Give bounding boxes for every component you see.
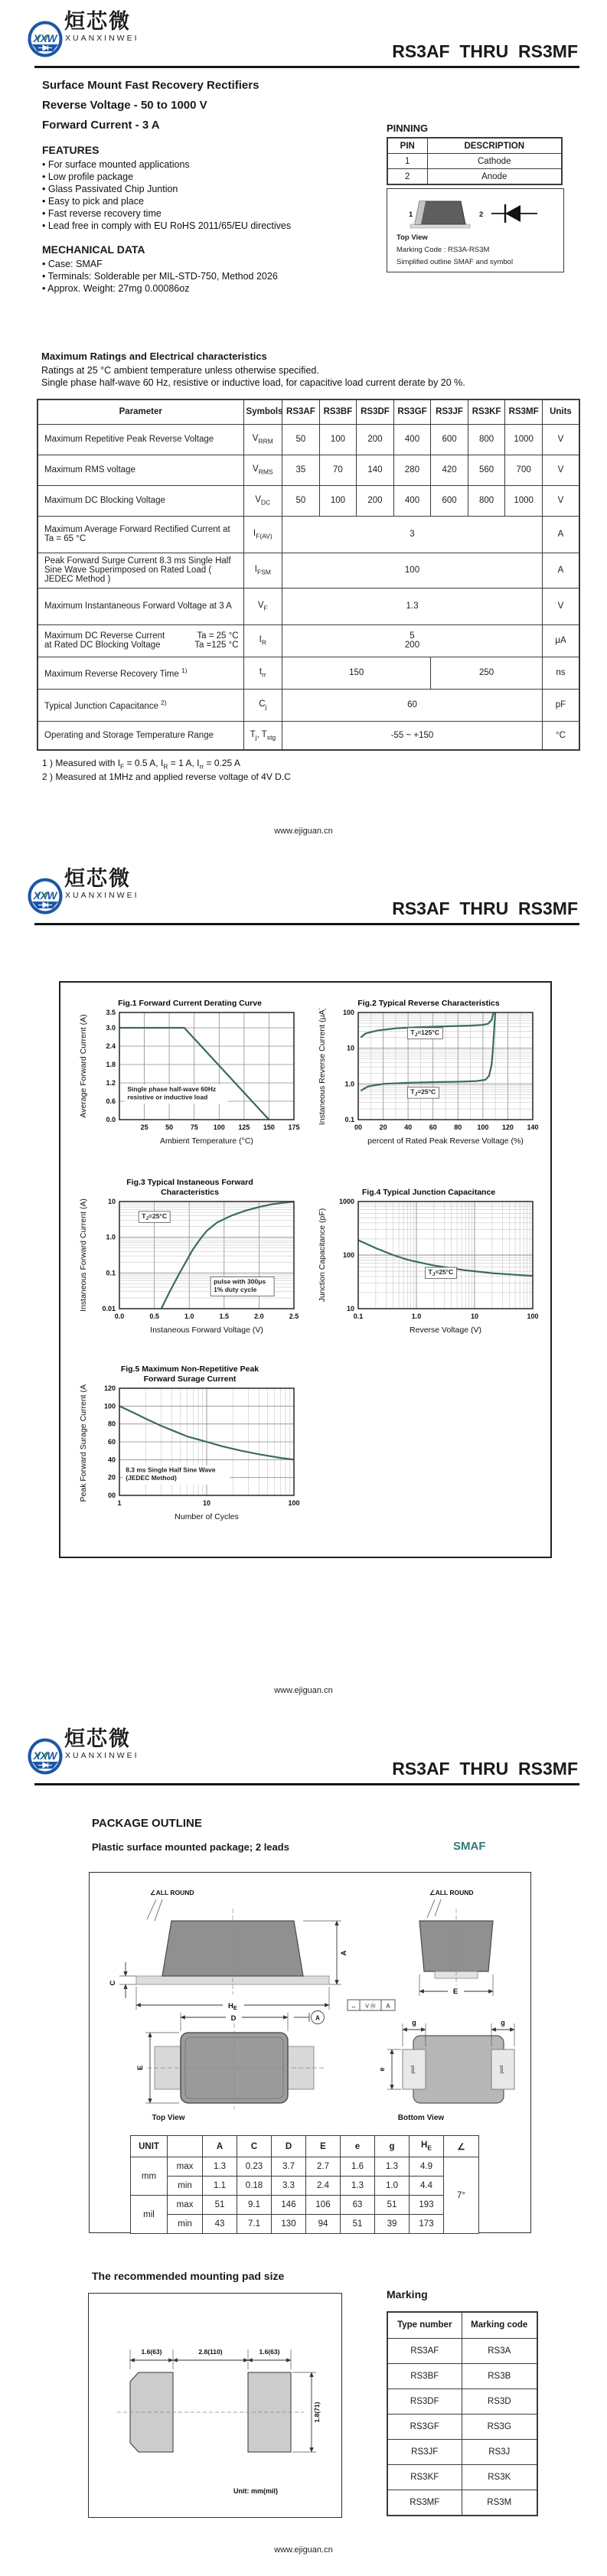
brand-cn: 烜芯微 — [64, 1727, 131, 1750]
xuanxinwei-logo — [28, 1737, 63, 1779]
logo-abbr-text: XXW — [33, 890, 57, 902]
svg-text:10: 10 — [202, 1499, 211, 1507]
diode-symbol-icon — [491, 204, 537, 223]
brand-en: XUANXINWEI — [65, 1751, 139, 1760]
dimensions-table — [130, 2135, 479, 2234]
svg-text:resistive or inductive load: resistive or inductive load — [127, 1093, 208, 1101]
dim-c-label: C — [109, 1980, 117, 1986]
feature-item: • Fast reverse recovery time — [42, 208, 162, 219]
logo-abbr-text: XXW — [33, 33, 57, 44]
svg-text:Instaneous Reverse Current (μA: Instaneous Reverse Current (μA) — [318, 1009, 327, 1126]
feature-item: • Lead free in comply with EU RoHS 2011/65/EU directives — [42, 220, 292, 231]
table-header-row: Type number Marking code — [387, 2312, 537, 2338]
svg-text:0.0: 0.0 — [106, 1116, 116, 1123]
dim-a-label: A — [340, 1950, 348, 1956]
marking-title: Marking — [387, 2288, 428, 2300]
part-number-title: RS3AF THRU RS3MF — [392, 898, 578, 918]
svg-text:75: 75 — [190, 1123, 198, 1131]
svg-text:Junction Capacitance (pF): Junction Capacitance (pF) — [318, 1208, 327, 1303]
card-outline-note: Simplified outline SMAF and symbol — [397, 258, 514, 266]
table-row — [387, 154, 562, 169]
svg-text:140: 140 — [527, 1123, 539, 1131]
marking-table — [387, 2311, 538, 2516]
table-row — [387, 169, 562, 185]
svg-text:1.0: 1.0 — [411, 1312, 422, 1320]
svg-text:100: 100 — [527, 1312, 539, 1320]
package-outline-drawing — [89, 1872, 530, 2109]
svg-text:10: 10 — [107, 1198, 116, 1205]
footnote-1: 1 ) Measured with $I_F = 0.5$ A, $I_R = 1$ A, $I_{rr} = 0.25$ A — [42, 758, 240, 771]
table-row: RS3AF RS3A — [387, 2338, 537, 2363]
part-number-title: RS3AF THRU RS3MF — [392, 1759, 578, 1779]
package-outline-card — [387, 188, 564, 272]
features-list — [42, 158, 379, 232]
svg-text:1.0: 1.0 — [184, 1312, 194, 1320]
ratings-note1: Ratings at 25 °C ambient temperature unless otherwise specified. — [41, 365, 319, 376]
xuanxinwei-logo — [28, 877, 63, 918]
pad-label: pad — [410, 2065, 416, 2074]
svg-text:1.5: 1.5 — [219, 1312, 230, 1320]
page2-header — [0, 857, 607, 925]
svg-text:Reverse Voltage (V): Reverse Voltage (V) — [410, 1325, 481, 1335]
fig5-peak-forward-surge-current-chart: Fig.5 Maximum Non-Repetitive Peak Forward Surage Current 8.3 ms Single Half Sine Wave (JEDEC Method) 1 10 100 00 20 40 60 80 100 120 Number of Cycles Peak Forward Surage Current (A) — [79, 1365, 300, 1521]
table-row: mil max 51 9.1 146 106 63 51 193 — [131, 2196, 479, 2215]
footer-url: www.ejiguan.cn — [274, 827, 333, 836]
pin-description: Anode — [427, 169, 562, 185]
description-col-header: DESCRIPTION — [427, 138, 562, 154]
svg-text:1% duty cycle: 1% duty cycle — [214, 1285, 257, 1293]
fig3-instantaneous-forward-characteristics-chart: Fig.3 Typical Instaneous Forward Characteristics $T_J=25^\circ C$ pulse with 300μs 1% duty cycle 0.0 0.5 1.0 1.5 2.0 2.5 0.01 0.1 1.0 10 Instaneous Forward Voltage (V) Instaneous Forward Current (A) — [79, 1178, 299, 1335]
card-top-view-label: Top View — [397, 233, 428, 242]
svg-text:(JEDEC Method): (JEDEC Method) — [126, 1474, 177, 1482]
dim-g-label: g — [412, 2019, 416, 2027]
svg-text:Peak Forward Surage Current (A: Peak Forward Surage Current (A) — [79, 1384, 88, 1502]
pad-width-dim: 1.6(63) — [259, 2348, 280, 2356]
svg-text:Average Forward Current (A): Average Forward Current (A) — [79, 1014, 88, 1118]
svg-text:60: 60 — [429, 1123, 437, 1131]
svg-text:0.6: 0.6 — [106, 1097, 116, 1105]
pin-col-header: PIN — [387, 138, 427, 154]
svg-text:0.1: 0.1 — [353, 1312, 364, 1320]
feature-item: • Easy to pick and place — [42, 196, 144, 207]
svg-text:125: 125 — [238, 1123, 250, 1131]
tolerance-modifier: V Ⓜ — [365, 2004, 376, 2010]
svg-text:100: 100 — [342, 1009, 354, 1016]
svg-text:1.8: 1.8 — [106, 1061, 116, 1068]
mech-item: • Case: SMAF — [42, 259, 103, 269]
brand-cn: 烜芯微 — [64, 10, 131, 33]
pad-gap-dim: 2.8(110) — [198, 2348, 223, 2356]
dim-g-label: g — [501, 2019, 505, 2027]
header-rule — [34, 923, 579, 925]
svg-text:80: 80 — [454, 1123, 462, 1131]
table-row: Maximum DC Reverse Current Ta = 25 °C at Rated DC Blocking Voltage Ta =125 °C $I_R$ 5 200 μA — [38, 624, 579, 657]
pad-width-dim: 1.6(63) — [141, 2348, 162, 2356]
table-row: Maximum Repetitive Peak Reverse Voltage $V_{RRM}$ 50 100 200 400 600 800 1000 V — [38, 424, 579, 455]
svg-text:1: 1 — [117, 1499, 122, 1507]
table-header-row: Parameter Symbols RS3AF RS3BF RS3DF RS3GF RS3JF RS3KF RS3MF Units — [38, 399, 579, 424]
svg-text:40: 40 — [404, 1123, 413, 1131]
svg-text:00: 00 — [107, 1492, 116, 1499]
svg-text:2.0: 2.0 — [254, 1312, 264, 1320]
svg-text:1.2: 1.2 — [106, 1079, 116, 1087]
headline-reverse-voltage: Reverse Voltage - 50 to 1000 V — [42, 99, 207, 112]
svg-text:1.0: 1.0 — [344, 1080, 354, 1088]
pin-number: 1 — [387, 154, 427, 169]
svg-text:50: 50 — [165, 1123, 174, 1131]
all-round-label: ∠ALL ROUND — [429, 1889, 474, 1896]
svg-text:2.5: 2.5 — [289, 1312, 299, 1320]
dim-e-upper-label: E — [452, 1987, 459, 1996]
tolerance-symbol: ↔ — [351, 2003, 357, 2010]
brand-en: XUANXINWEI — [65, 34, 139, 43]
pin-description: Cathode — [427, 154, 562, 169]
mech-item: • Approx. Weight: 27mg 0.00086oz — [42, 283, 190, 294]
svg-text:0.1: 0.1 — [106, 1269, 116, 1277]
pad-unit-note: Unit: mm(mil) — [233, 2487, 278, 2495]
svg-text:2.4: 2.4 — [106, 1042, 116, 1050]
svg-text:20: 20 — [107, 1473, 116, 1482]
ratings-title: Maximum Ratings and Electrical characteristics — [41, 351, 267, 362]
table-row: Peak Forward Surge Current 8.3 ms Single Half Sine Wave Superimposed on Rated Load ( JEDEC Method ) $I_{FSM}$ 100 A — [38, 553, 579, 588]
logo-abbr-text: XXW — [33, 1750, 57, 1762]
page1-header — [0, 0, 607, 68]
pad-label: pad — [499, 2065, 504, 2074]
brand-cn: 烜芯微 — [64, 867, 131, 890]
footnote-2: 2 ) Measured at 1MHz and applied reverse voltage of 4V D.C — [42, 771, 291, 782]
svg-text:25: 25 — [140, 1123, 148, 1131]
table-row: Operating and Storage Temperature Range $T_j$, $T_{stg}$ -55 ~ +150 °C — [38, 721, 579, 750]
svg-text:100: 100 — [288, 1499, 300, 1507]
svg-text:3.5: 3.5 — [106, 1009, 116, 1016]
svg-text:100: 100 — [103, 1402, 116, 1410]
table-row: Typical Junction Capacitance $^{2)}$ $C_j$ 60 pF — [38, 689, 579, 721]
svg-text:120: 120 — [501, 1123, 514, 1131]
part-number-title: RS3AF THRU RS3MF — [392, 41, 578, 61]
ratings-table — [37, 399, 580, 751]
svg-text:00: 00 — [354, 1123, 363, 1131]
svg-text:Single phase half-wave 60Hz: Single phase half-wave 60Hz — [127, 1085, 217, 1094]
svg-text:0.5: 0.5 — [149, 1312, 159, 1320]
brand-en: XUANXINWEI — [65, 891, 139, 900]
dim-e-lower-label: e — [378, 2067, 386, 2072]
table-row: mm max 1.3 0.23 3.7 2.7 1.6 1.3 4.9 7° — [131, 2157, 479, 2177]
svg-text:Ambient Temperature (°C): Ambient Temperature (°C) — [160, 1136, 253, 1146]
table-row: Maximum Instantaneous Forward Voltage at 3 A $V_F$ 1.3 V — [38, 588, 579, 624]
headline-forward-current: Forward Current - 3 A — [42, 119, 160, 132]
svg-text:100: 100 — [213, 1123, 225, 1131]
header-rule — [34, 66, 579, 68]
all-round-label: ∠ALL ROUND — [150, 1889, 194, 1896]
svg-text:10: 10 — [470, 1312, 479, 1320]
header-rule — [34, 1783, 579, 1785]
svg-text:10: 10 — [346, 1044, 354, 1052]
package-outline-title: PACKAGE OUTLINE — [92, 1817, 202, 1830]
feature-item: • For surface mounted applications — [42, 159, 190, 170]
package-name-smaf: SMAF — [453, 1840, 486, 1853]
svg-text:0.1: 0.1 — [344, 1116, 354, 1123]
svg-text:100: 100 — [342, 1251, 354, 1259]
pinning-title: PINNING — [387, 122, 429, 134]
svg-text:TJ=25°C: $T_J=25^\circ C$ — [410, 1087, 436, 1097]
table-row: Maximum Reverse Recovery Time $^{1)}$ $t_{rr}$ 150 250 ns — [38, 657, 579, 689]
pinning-table — [387, 137, 563, 185]
svg-text:3.0: 3.0 — [106, 1024, 116, 1032]
dim-he-label: $H_E$ — [228, 2002, 237, 2011]
mounting-pad-title: The recommended mounting pad size — [92, 2270, 285, 2282]
svg-text:10: 10 — [346, 1305, 354, 1312]
svg-text:pulse with 300μs: pulse with 300μs — [214, 1277, 266, 1286]
bottom-view-caption: Bottom View — [397, 2114, 445, 2122]
table-row: Maximum DC Blocking Voltage $V_{DC}$ 50 100 200 400 600 800 1000 V — [38, 485, 579, 516]
svg-text:100: 100 — [477, 1123, 489, 1131]
feature-item: • Low profile package — [42, 171, 134, 182]
svg-text:TJ=125°C: $T_J=125^\circ C$ — [410, 1028, 439, 1038]
table-row: RS3BF RS3B — [387, 2363, 537, 2389]
svg-text:80: 80 — [107, 1420, 116, 1428]
svg-text:1000: 1000 — [338, 1198, 354, 1205]
table-row: Maximum Average Forward Rectified Current at Ta = 65 °C $I_{F(AV)}$ 3 A — [38, 516, 579, 553]
page3-header — [0, 1717, 607, 1785]
package-outline-subtitle: Plastic surface mounted package; 2 leads — [92, 1841, 289, 1853]
svg-text:Number of Cycles: Number of Cycles — [175, 1512, 239, 1521]
svg-text:120: 120 — [103, 1384, 116, 1392]
datum-a-label: A — [315, 2014, 320, 2022]
svg-text:0.0: 0.0 — [114, 1312, 125, 1320]
pin2-label: 2 — [479, 210, 484, 219]
table-row: RS3DF RS3D — [387, 2389, 537, 2414]
mechanical-data-list — [42, 258, 379, 295]
card-marking-code: Marking Code : RS3A-RS3M — [397, 246, 490, 254]
table-row: min 1.1 0.18 3.3 2.4 1.3 1.0 4.4 — [131, 2177, 479, 2196]
svg-text:0.01: 0.01 — [102, 1305, 116, 1312]
lead-angle-value: 7° — [444, 2157, 479, 2234]
mechanical-data-title: MECHANICAL DATA — [42, 243, 145, 256]
svg-text:40: 40 — [107, 1456, 116, 1464]
features-title: FEATURES — [42, 144, 100, 156]
dim-e-topview-label: E — [136, 2065, 145, 2071]
svg-text:60: 60 — [107, 1438, 116, 1446]
pin-number: 2 — [387, 169, 427, 185]
svg-text:1.0: 1.0 — [106, 1233, 116, 1241]
mounting-pad-drawing — [88, 2293, 341, 2515]
table-row: Maximum RMS voltage $V_{RMS}$ 35 70 140 280 420 560 700 V — [38, 455, 579, 485]
ratings-note2: Single phase half-wave 60 Hz, resistive or inductive load, for capacitive load current derate by 20 %. — [41, 377, 465, 388]
svg-text:8.3 ms Single Half Sine Wave: 8.3 ms Single Half Sine Wave — [126, 1466, 216, 1474]
svg-text:TJ=25°C: $T_J=25^\circ C$ — [142, 1211, 167, 1221]
tolerance-datum: A — [386, 2003, 390, 2010]
mech-item: • Terminals: Solderable per MIL-STD-750, Method 2026 — [42, 271, 278, 282]
dim-d-label: D — [230, 2014, 237, 2023]
footer-url: www.ejiguan.cn — [274, 1686, 333, 1695]
svg-text:175: 175 — [288, 1123, 300, 1131]
pad-height-dim: 1.8(71) — [313, 2402, 321, 2423]
table-header-row: UNIT A C D E e g $H_E$ ∠ — [131, 2136, 479, 2157]
table-row: RS3GF RS3G — [387, 2414, 537, 2439]
headline-product: Surface Mount Fast Recovery Rectifiers — [42, 79, 259, 92]
svg-text:150: 150 — [263, 1123, 275, 1131]
table-row: RS3KF RS3K — [387, 2464, 537, 2490]
svg-text:Instaneous Forward Current (A): Instaneous Forward Current (A) — [79, 1198, 88, 1312]
table-row: min 43 7.1 130 94 51 39 173 — [131, 2215, 479, 2234]
pin1-label: 1 — [409, 210, 413, 219]
table-row: RS3MF RS3M — [387, 2490, 537, 2516]
svg-text:TJ=25°C: $T_J=25^\circ C$ — [428, 1268, 454, 1277]
svg-text:percent of Rated Peak Reverse: percent of Rated Peak Reverse Voltage (%) — [367, 1136, 524, 1146]
fig4-typical-junction-capacitance-chart: Fig.4 Typical Junction Capacitance $T_J=25^\circ C$ 0.1 1.0 10 100 10 100 1000 Reverse Voltage (V) Junction Capacitance (pF) — [318, 1188, 539, 1335]
table-row: RS3JF RS3J — [387, 2439, 537, 2464]
svg-text:Instaneous Forward Voltage (V): Instaneous Forward Voltage (V) — [150, 1325, 263, 1335]
fig2-typical-reverse-characteristics-chart: Fig.2 Typical Reverse Characteristics $T_J=125^\circ C$ $T_J=25^\circ C$ 00 20 40 60 80 100 120 140 0.1 1.0 10 100 percent of Rated Peak Reverse Voltage (%) Instaneous Reverse Current (μA) — [318, 999, 539, 1146]
feature-item: • Glass Passivated Chip Juntion — [42, 184, 178, 194]
footer-url: www.ejiguan.cn — [274, 2545, 333, 2555]
top-view-caption: Top View — [152, 2114, 185, 2122]
xuanxinwei-logo — [28, 20, 63, 61]
fig1-forward-current-derating-chart: Fig.1 Forward Current Derating Curve Single phase half-wave 60Hz resistive or inductive load 25 50 75 100 125 150 175 0.0 0.6 1.2 1.8 2.4 3.0 3.5 Ambient Temperature (°C) Average Forward Current (A) — [79, 999, 300, 1146]
svg-text:20: 20 — [379, 1123, 387, 1131]
smaf-package-drawing — [393, 191, 557, 232]
